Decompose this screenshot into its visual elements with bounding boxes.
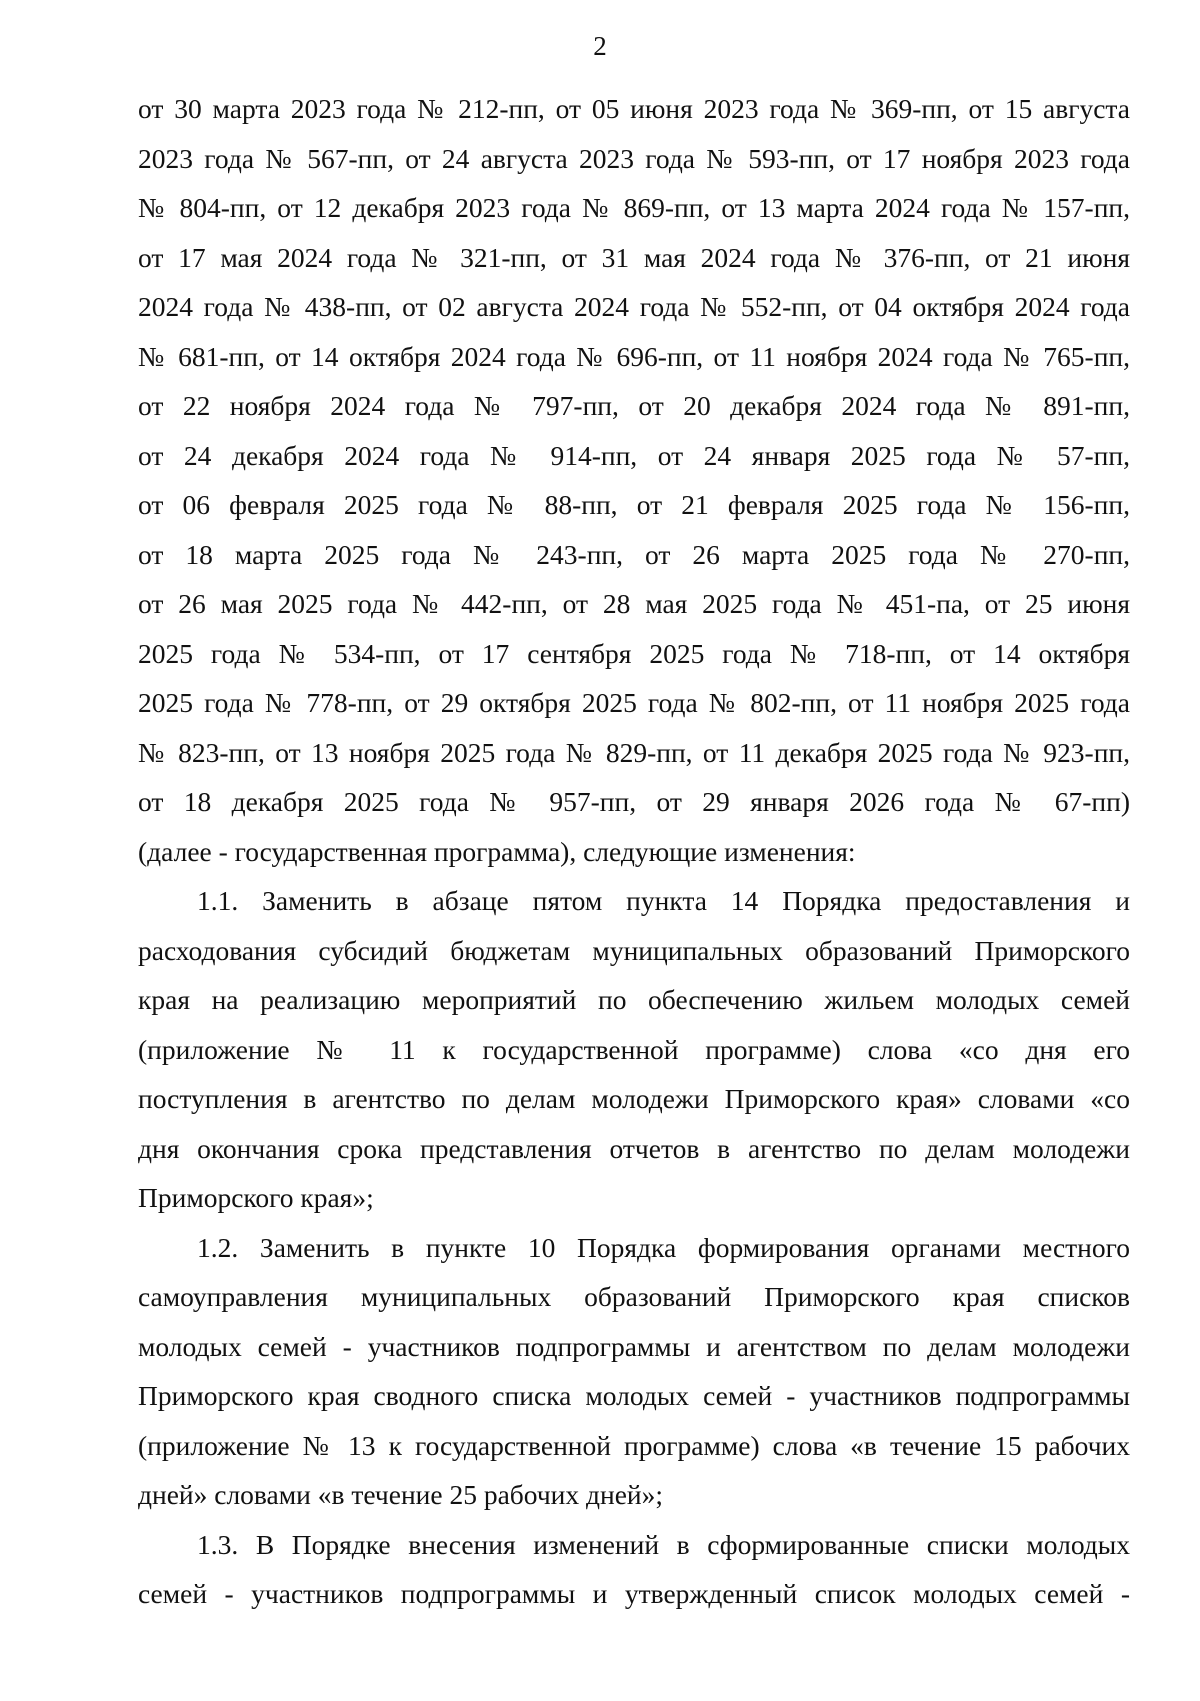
text-line: (приложение № 13 к государственной программе) слова «в течение 15 рабочих xyxy=(138,1429,1130,1461)
text-line: 2024 года № 438-пп, от 02 августа 2024 года № 552-пп, от 04 октября 2024 года xyxy=(138,291,1130,322)
text-line: поступления в агентство по делам молодежи Приморского края» словами «со xyxy=(138,1083,1130,1114)
text-line: 1.1. Заменить в абзаце пятом пункта 14 Порядка предоставления и xyxy=(197,885,1130,916)
text-line: (далее - государственная программа), следующие изменения: xyxy=(138,835,856,867)
text-line: (приложение № 11 к государственной программе) слова «со дня его xyxy=(138,1033,1130,1065)
text-line: от 06 февраля 2025 года № 88-пп, от 21 февраля 2025 года № 156-пп, xyxy=(138,489,1130,520)
text-line: № 681-пп, от 14 октября 2024 года № 696-пп, от 11 ноября 2024 года № 765-пп, xyxy=(138,340,1130,372)
text-line: от 24 декабря 2024 года № 914-пп, от 24 января 2025 года № 57-пп, xyxy=(138,439,1130,471)
text-line: 1.3. В Порядке внесения изменений в сформированные списки молодых xyxy=(197,1528,1130,1560)
text-line: Приморского края сводного списка молодых семей - участников подпрограммы xyxy=(138,1380,1130,1411)
text-line: Приморского края»; xyxy=(138,1182,374,1213)
text-line: самоуправления муниципальных образований Приморского края списков xyxy=(138,1281,1130,1312)
text-line: от 17 мая 2024 года № 321-пп, от 31 мая 2024 года № 376-пп, от 21 июня xyxy=(138,241,1130,273)
text-line: молодых семей - участников подпрограммы и агентством по делам молодежи xyxy=(138,1330,1130,1362)
text-line: 2025 года № 534-пп, от 17 сентября 2025 года № 718-пп, от 14 октября xyxy=(138,637,1130,669)
text-line: № 823-пп, от 13 ноября 2025 года № 829-пп, от 11 декабря 2025 года № 923-пп, xyxy=(138,736,1130,768)
text-line: 1.2. Заменить в пункте 10 Порядка формирования органами местного xyxy=(197,1231,1130,1263)
text-line: расходования субсидий бюджетам муниципальных образований Приморского xyxy=(138,934,1130,966)
text-line: № 804-пп, от 12 декабря 2023 года № 869-пп, от 13 марта 2024 года № 157-пп, xyxy=(138,192,1130,223)
text-line: от 18 декабря 2025 года № 957-пп, от 29 января 2026 года № 67-пп) xyxy=(138,786,1130,817)
document-body xyxy=(138,84,1130,1619)
text-line: от 18 марта 2025 года № 243-пп, от 26 марта 2025 года № 270-пп, xyxy=(138,538,1130,570)
text-line: дня окончания срока представления отчетов в агентство по делам молодежи xyxy=(138,1132,1130,1164)
text-line: семей - участников подпрограммы и утвержденный список молодых семей - xyxy=(138,1578,1130,1609)
text-line: от 26 мая 2025 года № 442-пп, от 28 мая 2025 года № 451-па, от 25 июня xyxy=(138,588,1130,619)
text-line: 2025 года № 778-пп, от 29 октября 2025 года № 802-пп, от 11 ноября 2025 года xyxy=(138,687,1130,718)
text-line: от 22 ноября 2024 года № 797-пп, от 20 декабря 2024 года № 891-пп, xyxy=(138,390,1130,421)
text-line: 2023 года № 567-пп, от 24 августа 2023 года № 593-пп, от 17 ноября 2023 года xyxy=(138,142,1130,174)
text-line: от 30 марта 2023 года № 212-пп, от 05 июня 2023 года № 369-пп, от 15 августа xyxy=(138,93,1130,124)
page-number: 2 xyxy=(593,31,607,61)
text-line: края на реализацию мероприятий по обеспечению жильем молодых семей xyxy=(138,984,1130,1015)
text-line: дней» словами «в течение 25 рабочих дней»; xyxy=(138,1479,664,1510)
